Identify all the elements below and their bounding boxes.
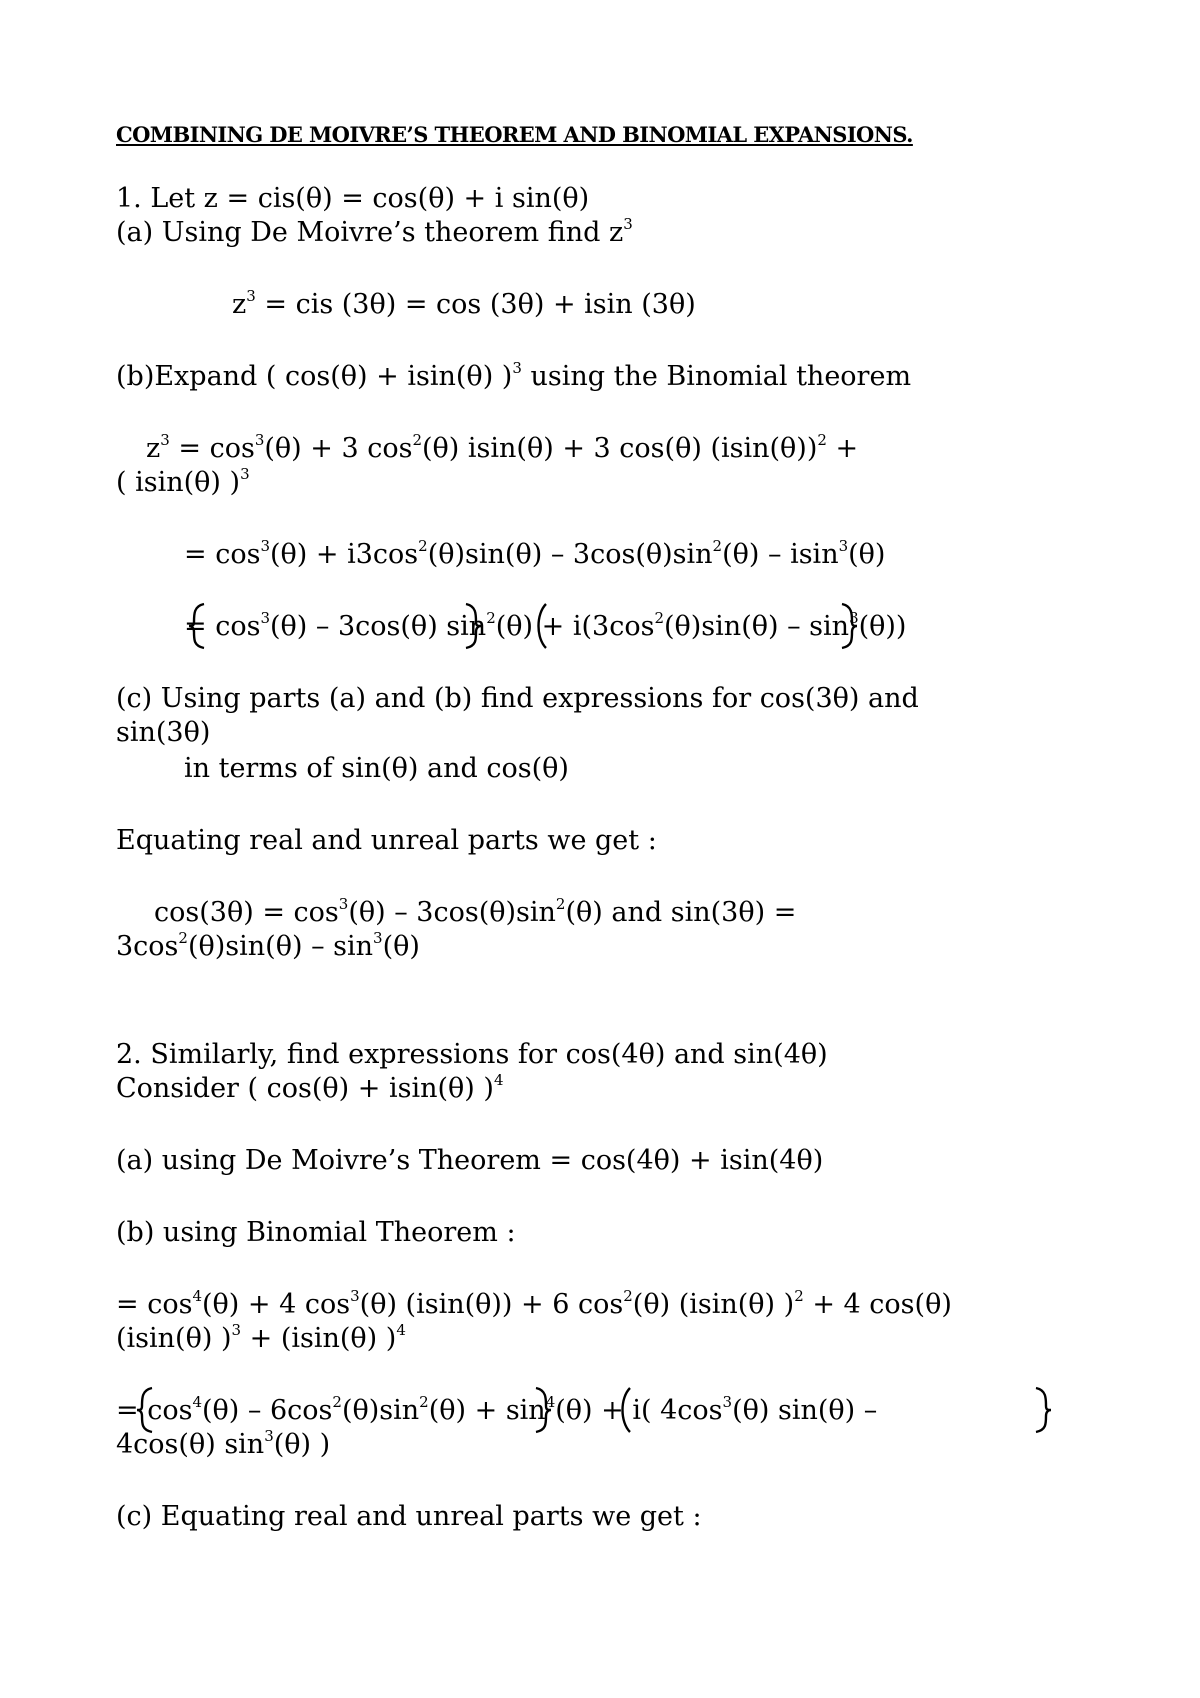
q1-b-expansion-line4: = $\cos^3(\theta) - 3\cos(\theta) \sin^2(\theta) + i(3\cos^2(\theta)\sin(\theta) - \sin^3(\theta))$ <box>184 609 907 642</box>
q1-c-question-line1: (c) Using parts (a) and (b) find expressions for cos(3θ) and <box>116 683 919 714</box>
q2-b-heading: (b) using Binomial Theorem : <box>116 1217 516 1248</box>
q1-a-question: (a) Using De Moivre’s theorem find $z^3$ <box>116 215 633 248</box>
left-brace-mark-q2 <box>134 1386 156 1434</box>
right-brace-mark <box>462 602 484 650</box>
q2-b-expansion-line3: = $\cos^4(\theta) - 6\cos^2(\theta)\sin^2(\theta) + \sin^4(\theta) + i$( $4\cos^3(\theta)$ sin(θ) – <box>116 1393 878 1426</box>
right-brace-mark-q2-2 <box>1032 1386 1054 1434</box>
q1-b-expansion-line2: ( isin(θ) )$^3$ <box>116 465 250 498</box>
q2-c-equating: (c) Equating real and unreal parts we get : <box>116 1501 702 1532</box>
q1-c-result-line1: $\cos(3\theta) = \cos^3(\theta) - 3\cos(\theta)\sin^2(\theta)$ and sin(3θ) = <box>154 895 797 928</box>
q1-c-question-line3: in terms of sin(θ) and cos(θ) <box>184 753 569 784</box>
document-title: COMBINING DE MOIVRE’S THEOREM AND BINOMIAL EXPANSIONS. <box>116 122 913 147</box>
q1-intro <box>116 182 589 216</box>
q2-b-expansion-line2: (isin(θ) )$^3$ + (isin(θ) )$^4$ <box>116 1321 406 1354</box>
q1-b-question: (b)Expand ( cos(θ) + isin(θ) )$^3$ using the Binomial theorem <box>116 359 912 392</box>
q2-a-line: (a) using De Moivre’s Theorem = cos(4θ) + isin(4θ) <box>116 1145 824 1176</box>
right-brace-mark-q2 <box>532 1386 554 1434</box>
q1-a-answer: $z^3$ = cis (3θ) = cos (3θ) + isin (3θ) <box>232 287 696 320</box>
q1-b-expansion-line3: = $\cos^3(\theta) + i3\cos^2(\theta)\sin(\theta) - 3\cos(\theta)\sin^2(\theta) - isin^3(\theta)$ <box>184 537 886 570</box>
left-brace-mark <box>186 602 208 650</box>
q1-b-expansion-line1: $z^3 = \cos^3(\theta) + 3$ $\cos^2(\theta) isin(\theta) + 3$ cos(θ) $(isin(\theta))^2$ + <box>146 431 859 464</box>
q1-c-equating: Equating real and unreal parts we get : <box>116 825 657 856</box>
right-brace-mark-2 <box>838 602 860 650</box>
q1-intro-text: 1. Let z = cis(θ) = cos(θ) + i sin(θ) <box>116 183 590 214</box>
left-paren-mark <box>530 602 550 650</box>
q1-c-result-line2: $3\cos^2(\theta)\sin(\theta) - \sin^3(\theta)$ <box>116 929 420 962</box>
q2-b-expansion-line4: 4cos(θ) $\sin^3(\theta)$ ) <box>116 1427 331 1460</box>
q2-b-expansion-line1: = $\cos^4(\theta) + 4$ $\cos^3(\theta) (isin(\theta)) + 6$ $\cos^2(\theta)$ (isin(θ) )$^2$ + 4 cos(θ) <box>116 1287 952 1320</box>
left-paren-mark-q2 <box>614 1386 634 1434</box>
q1-c-question-line2: sin(3θ) <box>116 717 211 748</box>
q2-consider: Consider ( cos(θ) + isin(θ) )$^4$ <box>116 1071 504 1104</box>
q2-intro: 2. Similarly, find expressions for cos(4θ) and sin(4θ) <box>116 1039 828 1070</box>
